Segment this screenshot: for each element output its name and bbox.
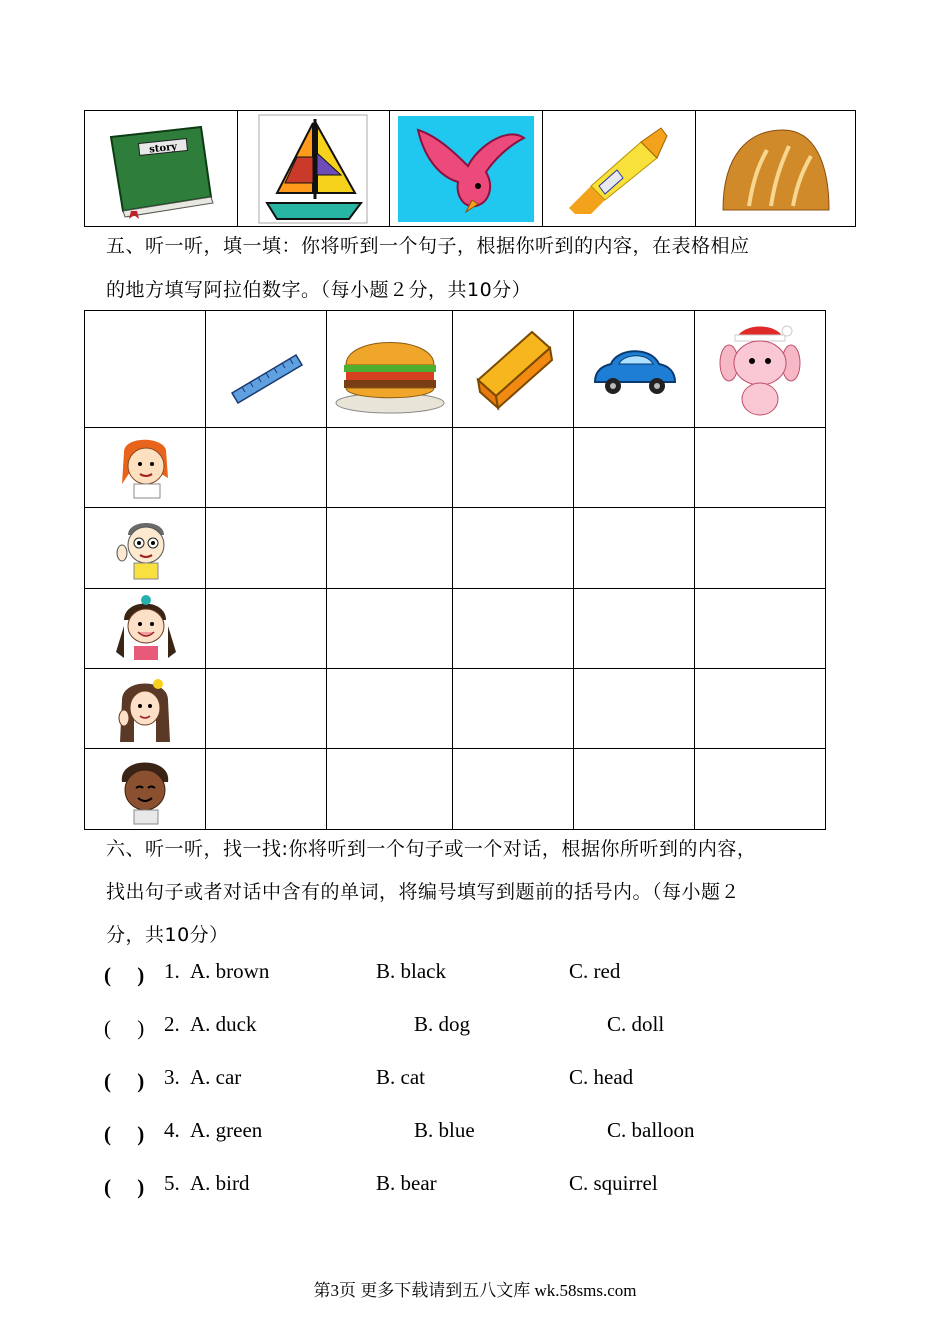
option-a: A. bird [190, 1171, 250, 1195]
question-number: 3. [164, 1065, 180, 1089]
question-number: 2. [164, 1012, 180, 1036]
storybook-icon [101, 119, 221, 219]
grid-cell[interactable] [695, 427, 826, 507]
option-a: A. brown [190, 959, 270, 983]
answer-parentheses[interactable]: ( ) [104, 1069, 145, 1093]
cell-bird [390, 111, 543, 227]
grid-cell[interactable] [695, 669, 826, 749]
option-b: B. dog [414, 1012, 471, 1036]
answer-parentheses[interactable]: ( ) [104, 1175, 145, 1199]
fill-in-grid [84, 310, 826, 830]
cell-pen [542, 111, 695, 227]
grid-cell[interactable] [327, 427, 453, 507]
option-b: B. blue [414, 1118, 475, 1142]
option-c: C. red [569, 959, 621, 983]
grid-cell[interactable] [206, 508, 327, 588]
grid-header-pencil-box [453, 311, 574, 428]
grid-header-hamburger [327, 311, 453, 428]
option-a: A. car [190, 1065, 242, 1089]
cell-boat [237, 111, 390, 227]
section5-line2: 的地方填写阿拉伯数字。（每小题２分，共10分） [106, 279, 532, 301]
grid-row-girl-pigtails [85, 588, 206, 668]
boy-curly-hair-avatar [110, 752, 180, 826]
grid-corner-cell [85, 311, 206, 428]
grid-cell[interactable] [695, 508, 826, 588]
grid-cell[interactable] [574, 427, 695, 507]
book-label: story [148, 141, 178, 155]
pencil-box-icon [468, 324, 558, 414]
grid-cell[interactable] [206, 749, 327, 830]
question-number: 5. [164, 1171, 180, 1195]
grid-cell[interactable] [206, 427, 327, 507]
boy-glasses-avatar [110, 513, 180, 583]
cell-book [85, 111, 238, 227]
section6-line3: 分，共10分） [106, 924, 229, 946]
grid-cell[interactable] [206, 588, 327, 668]
option-c: C. doll [607, 1012, 665, 1036]
section6-line1: 六、听一听，找一找:你将听到一个句子或一个对话，根据你所听到的内容， [106, 838, 757, 860]
rabbit-icon [715, 319, 805, 419]
car-icon [589, 334, 679, 404]
answer-parentheses[interactable]: ( ) [104, 1122, 145, 1146]
girl-long-hair-avatar [110, 674, 180, 744]
question-number: 1. [164, 959, 180, 983]
girl-orange-hair-avatar [110, 432, 180, 502]
grid-header-rabbit [695, 311, 826, 428]
grid-cell[interactable] [574, 749, 695, 830]
grid-cell[interactable] [695, 749, 826, 830]
option-c: C. balloon [607, 1118, 695, 1142]
bird-icon [398, 116, 534, 222]
grid-cell[interactable] [327, 588, 453, 668]
answer-parentheses[interactable]: ( ) [104, 1016, 145, 1040]
grid-row-boy-glasses [85, 508, 206, 588]
grid-cell[interactable] [695, 588, 826, 668]
bread-icon [719, 124, 831, 214]
girl-pigtails-avatar [110, 592, 180, 664]
grid-cell[interactable] [327, 749, 453, 830]
section5-line1: 五、听一听，填一填：你将听到一个句子，根据你听到的内容，在表格相应 [106, 235, 750, 257]
sailboat-icon [257, 113, 369, 225]
grid-cell[interactable] [206, 669, 327, 749]
grid-row-boy-curly [85, 749, 206, 830]
page-footer: 第3页 更多下载请到五八文库 wk.58sms.com [313, 1281, 637, 1300]
grid-cell[interactable] [453, 669, 574, 749]
option-a: A. green [190, 1118, 263, 1142]
picture-row-table [84, 110, 856, 227]
grid-cell[interactable] [574, 508, 695, 588]
marker-pen-icon [561, 124, 677, 214]
grid-cell[interactable] [453, 588, 574, 668]
grid-cell[interactable] [327, 508, 453, 588]
option-b: B. black [376, 959, 446, 983]
grid-header-car [574, 311, 695, 428]
grid-header-ruler [206, 311, 327, 428]
grid-cell[interactable] [574, 669, 695, 749]
grid-row-girl-orange [85, 427, 206, 507]
hamburger-icon [332, 321, 448, 417]
option-c: C. head [569, 1065, 634, 1089]
ruler-icon [226, 329, 306, 409]
grid-cell[interactable] [574, 588, 695, 668]
grid-cell[interactable] [453, 508, 574, 588]
grid-row-girl-long-hair [85, 669, 206, 749]
option-b: B. bear [376, 1171, 437, 1195]
grid-cell[interactable] [453, 749, 574, 830]
section6-line2: 找出句子或者对话中含有的单词，将编号填写到题前的括号内。（每小题２ [106, 881, 741, 903]
option-a: A. duck [190, 1012, 257, 1036]
cell-bread [695, 111, 855, 227]
question-number: 4. [164, 1118, 180, 1142]
option-b: B. cat [376, 1065, 425, 1089]
grid-cell[interactable] [327, 669, 453, 749]
grid-cell[interactable] [453, 427, 574, 507]
option-c: C. squirrel [569, 1171, 658, 1195]
answer-parentheses[interactable]: ( ) [104, 963, 145, 987]
